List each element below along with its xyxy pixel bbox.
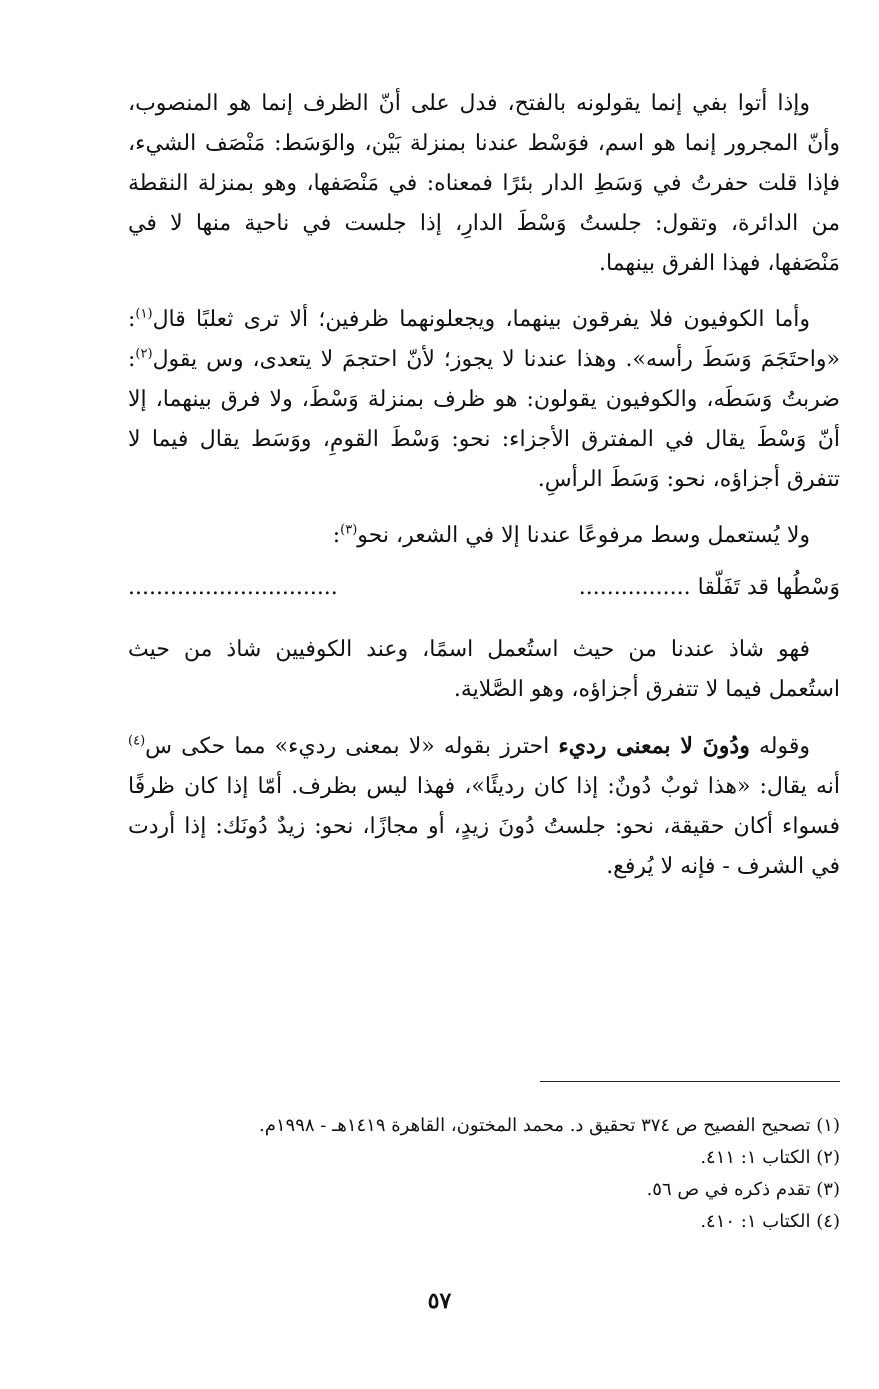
paragraph-5-text: احترز بقوله «لا بمعنى رديء» مما حكى س — [145, 734, 550, 759]
paragraph-1 — [128, 84, 840, 284]
footnote-ref-3[interactable]: (٣) — [340, 522, 358, 538]
verse-second-hemistich: .............................. — [128, 575, 338, 600]
page-number: ٥٧ — [427, 1288, 452, 1314]
paragraph-3-text: ولا يُستعمل وسط مرفوعًا عندنا إلا في الشعر، نحو — [357, 523, 810, 548]
paragraph-4-text: فهو شاذ عندنا من حيث استُعمل اسمًا، وعند الكوفيين شاذ من حيث استُعمل فيما لا تتفرق أجزاؤه، وهو الصَّلاية. — [128, 637, 840, 702]
footnote-divider — [540, 1081, 840, 1082]
paragraph-5-tail: أنه يقال: «هذا ثوبٌ دُونٌ: إذا كان رديئًا»، فهذا ليس بظرف. أمّا إذا كان ظرفًا فسواء أكان حقيقة، نحو: جلستُ دُونَ زيدٍ، أو مجازًا، نحو: زيدٌ دُونَك: إذا أردت في الشرف - فإنه لا يُرفع. — [128, 774, 840, 879]
paragraph-5-quoted-term: ودُونَ لا بمعنى رديء — [558, 733, 750, 759]
verse-ellipsis-1: ................ — [578, 575, 691, 600]
footnote-3: (٣) تقدم ذكره في ص ٥٦. — [646, 1179, 840, 1200]
paragraph-2 — [128, 300, 840, 500]
paragraph-3-colon: : — [332, 523, 341, 548]
footnotes-section — [128, 1110, 840, 1238]
paragraph-2-text-b: : «واحتَجَمَ وَسَطَ رأسه». وهذا عندنا لا يجوز؛ لأنّ احتجمَ لا يتعدى، وس يقول — [128, 307, 840, 372]
paragraph-5 — [128, 726, 840, 887]
footnote-2: (٢) الكتاب ١: ٤١١. — [700, 1147, 840, 1168]
footnote-ref-4[interactable]: (٤) — [128, 733, 146, 749]
paragraph-3 — [128, 516, 840, 556]
paragraph-2-text-c: : ضربتُ وَسَطَه، والكوفيون يقولون: هو ظرف بمنزلة وَسْطَ، ولا فرق بينهما، إلا أنّ وَسْطَ يقال في المفترق الأجزاء: نحو: وَسْطَ القومِ، ووَسَط يقال فيما لا تتفرق أجزاؤه، نحو: وَسَطَ الرأسِ. — [128, 347, 840, 492]
paragraph-2-text-a: وأما الكوفيون فلا يفرقون بينهما، ويجعلونهما ظرفين؛ ألا ترى ثعلبًا قال — [152, 307, 810, 332]
footnote-4: (٤) الكتاب ١: ٤١٠. — [700, 1211, 840, 1232]
paragraph-5-lead: وقوله — [758, 734, 810, 759]
main-text — [128, 84, 840, 887]
poetry-verse — [128, 568, 840, 608]
footnote-ref-2[interactable]: (٢) — [135, 346, 153, 362]
verse-text: وَسْطُها قد تَفَلّقا — [697, 575, 840, 600]
paragraph-1-text: وإذا أتوا بفي إنما يقولونه بالفتح، فدل على أنّ الظرف إنما هو المنصوب، وأنّ المجرور إنما هو اسم، فوَسْط عندنا بمنزلة بَيْن، والوَسَط: مَنْصَف الشيء، فإذا قلت حفرتُ في وَسَطِ الدار بئرًا فمعناه: في مَنْصَفها، وهو بمنزلة النقطة من الدائرة، وتقول: جلستُ وَسْطَ الدارِ، إذا جلست في ناحية منها لا في مَنْصَفها، فهذا الفرق بينهما. — [128, 91, 840, 276]
paragraph-4 — [128, 630, 840, 710]
footnote-ref-1[interactable]: (١) — [135, 306, 153, 322]
footnote-1: (١) تصحيح الفصيح ص ٣٧٤ تحقيق د. محمد المختون، القاهرة ١٤١٩هـ - ١٩٩٨م. — [258, 1115, 840, 1136]
verse-first-hemistich — [579, 568, 840, 608]
